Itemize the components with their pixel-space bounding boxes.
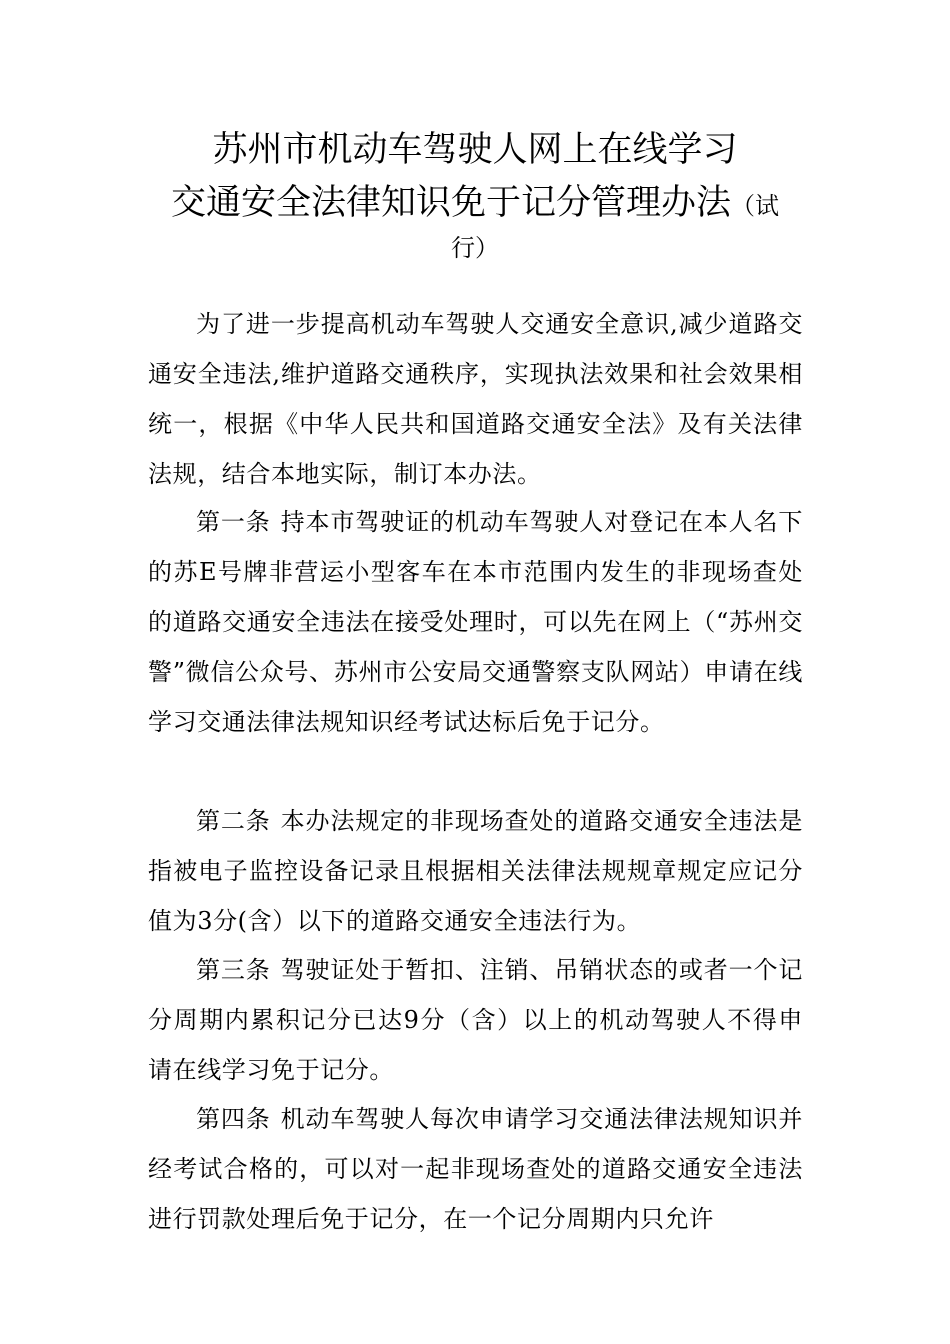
article-1: [148, 497, 803, 747]
title-suffix: （试: [731, 192, 779, 220]
intro-paragraph: 为了进一步提高机动车驾驶人交通安全意识,减少道路交通安全违法,维护道路交通秩序，实现执法效果和社会效果相统一，根据《中华人民共和国道路交通安全法》及有关法律法规，结合本地实际，制订本办法。: [148, 310, 803, 488]
title-text-3: 行）: [451, 234, 499, 262]
document-title-line-1: [150, 130, 800, 170]
article-4: [148, 1094, 803, 1244]
article-3-label: 第三条: [196, 956, 271, 984]
article-2-text: 本办法规定的非现场查处的道路交通安全违法是指被电子监控设备记录且根据相关法律法规规章规定应记分值为3分(含）以下的道路交通安全违法行为。: [148, 807, 803, 935]
article-2: [148, 796, 803, 946]
article-2-label: 第二条: [196, 807, 271, 835]
document-title-line-3: [150, 232, 800, 264]
article-4-label: 第四条: [196, 1105, 271, 1133]
document-title-line-2: [150, 183, 800, 226]
title-text-2: 交通安全法律知识免于记分管理办法: [170, 183, 731, 223]
article-4-text: 机动车驾驶人每次申请学习交通法律法规知识并经考试合格的，可以对一起非现场查处的道路交通安全违法进行罚款处理后免于记分，在一个记分周期内只允许: [148, 1105, 803, 1233]
article-1-text: 持本市驾驶证的机动车驾驶人对登记在本人名下的苏E号牌非营运小型客车在本市范围内发生的非现场查处的道路交通安全违法在接受处理时，可以先在网上（“苏州交警”微信公众号、苏州市公安局交通警察支队网站）申请在线学习交通法律法规知识经考试达标后免于记分。: [148, 508, 803, 736]
article-3-text: 驾驶证处于暂扣、注销、吊销状态的或者一个记分周期内累积记分已达9分（含）以上的机动驾驶人不得申请在线学习免于记分。: [148, 956, 803, 1084]
article-1-label: 第一条: [196, 508, 271, 536]
article-3: [148, 945, 803, 1095]
title-text-1: 苏州市机动车驾驶人网上在线学习: [212, 130, 738, 170]
